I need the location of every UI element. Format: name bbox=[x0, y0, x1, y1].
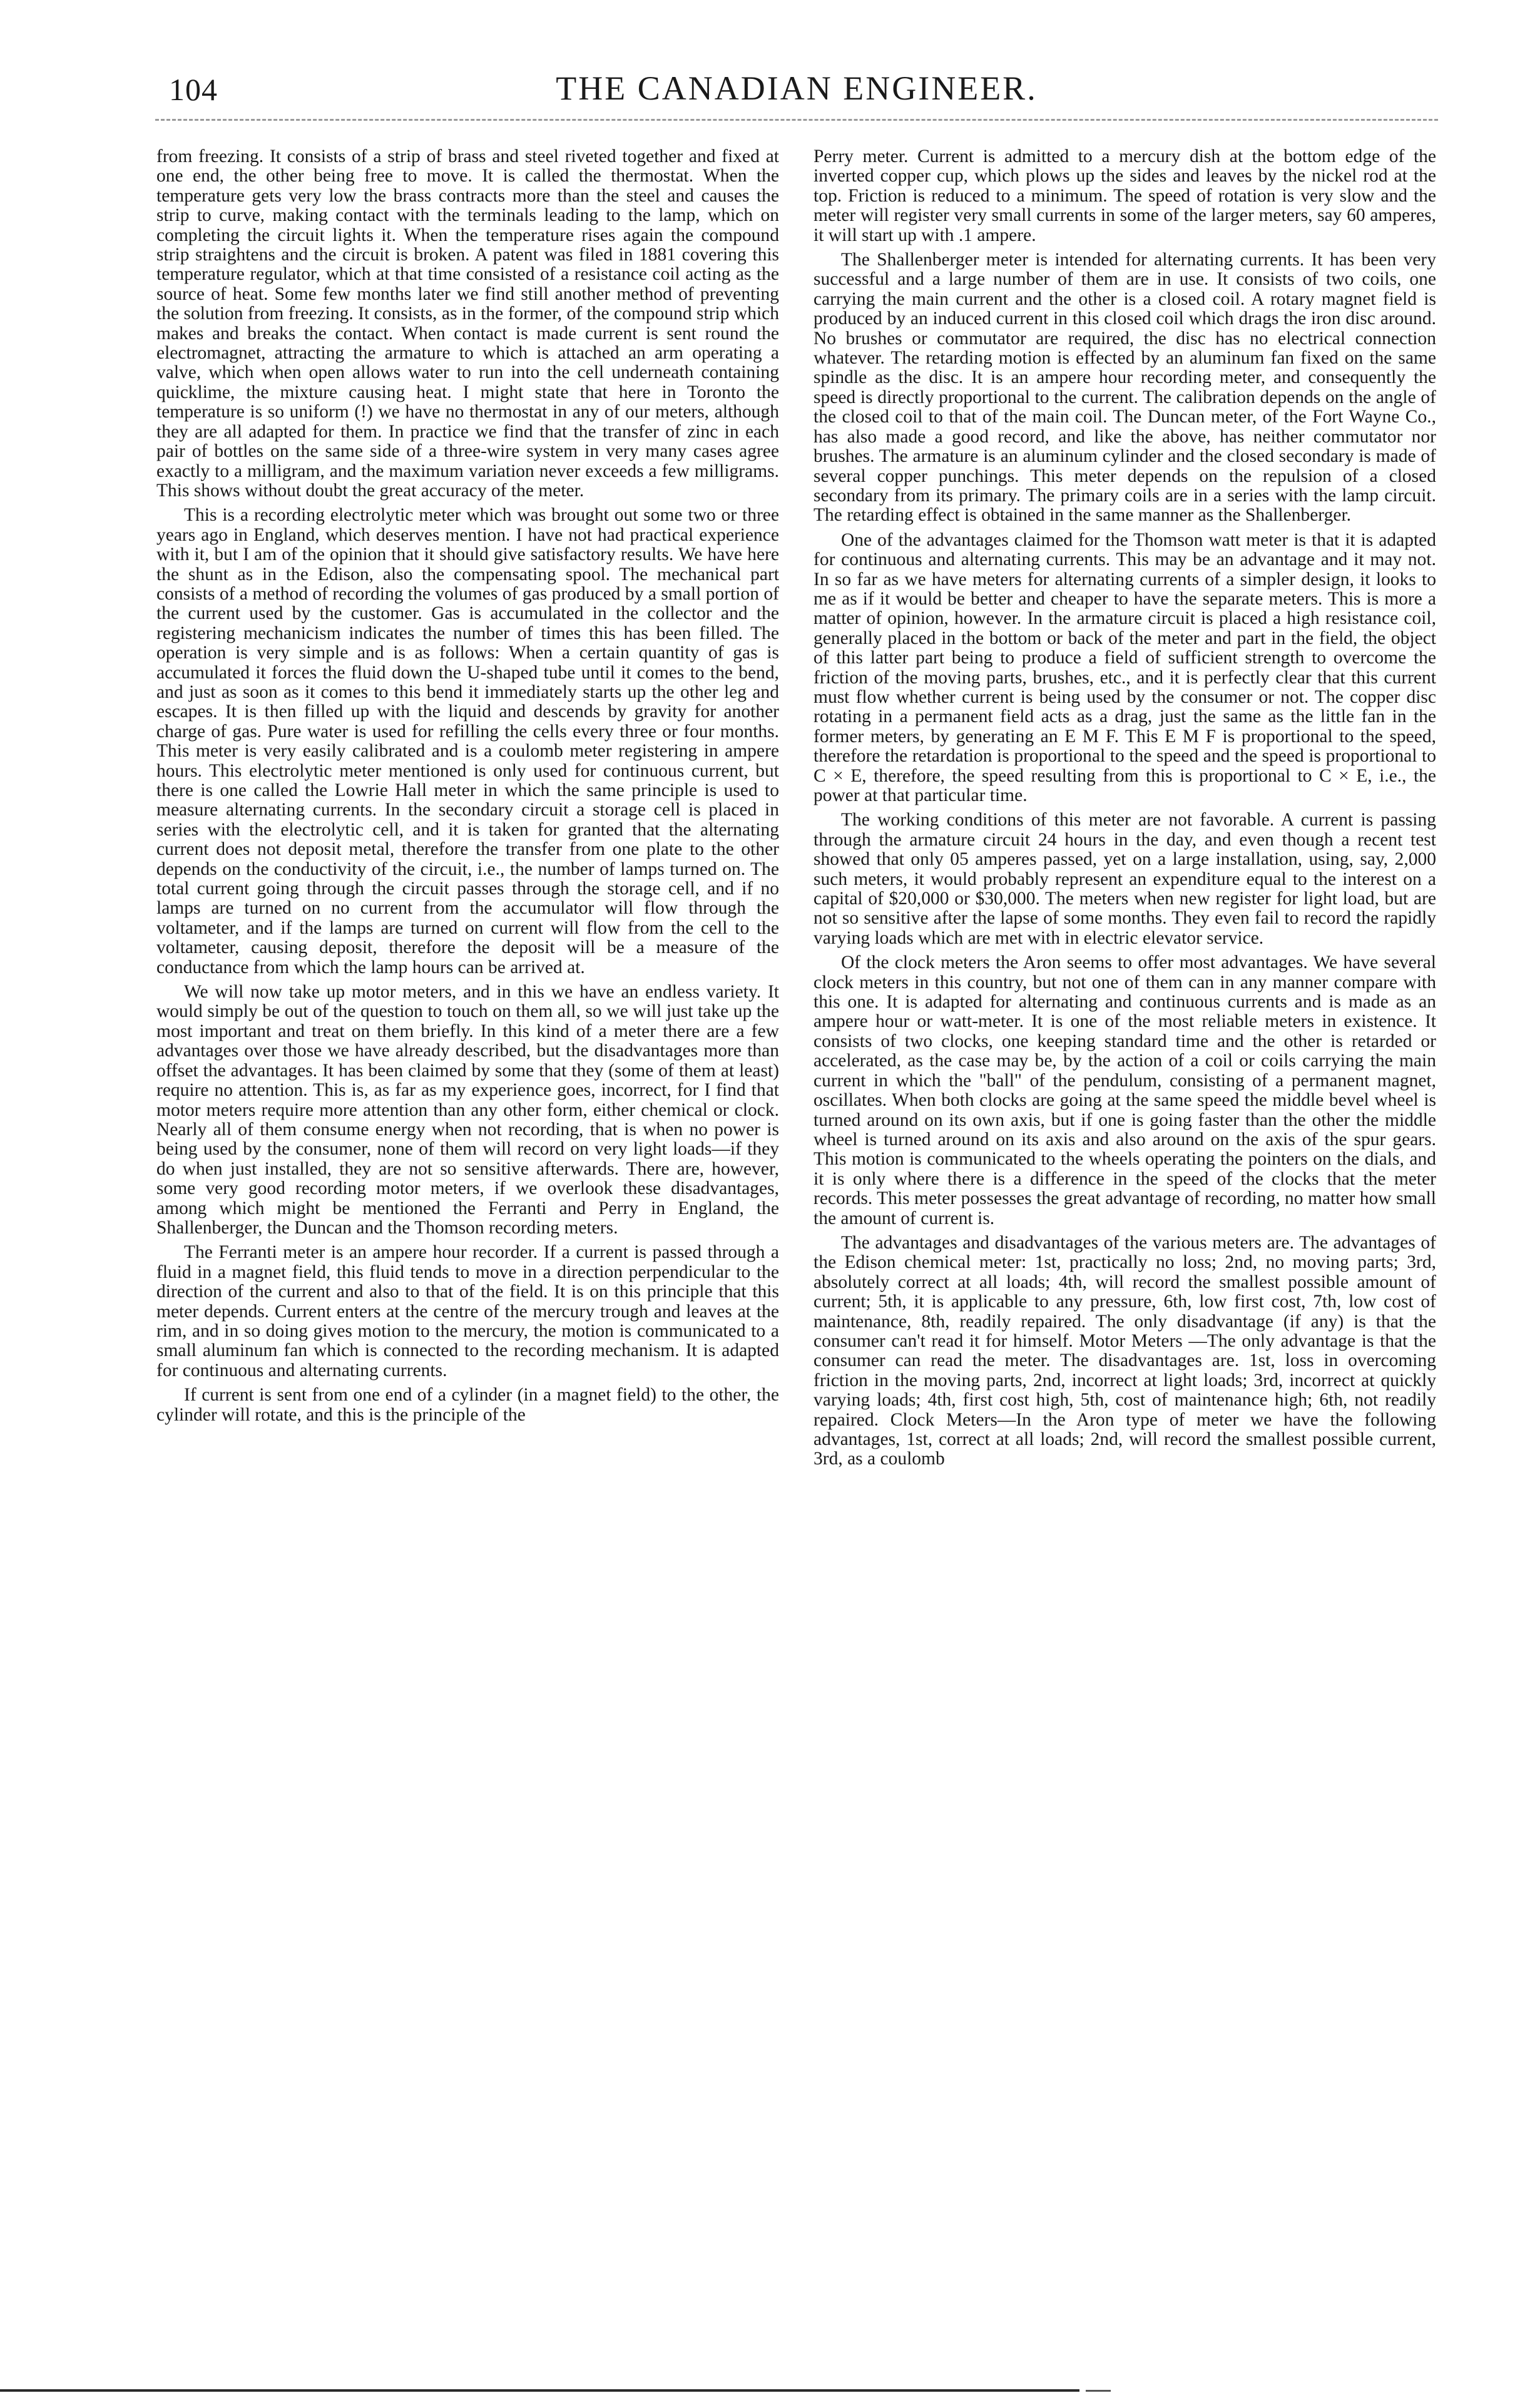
paragraph: The Shallenberger meter is intended for alternating currents. It has been very successful and a large number of them are in use. It consists of two coils, one carrying the main current and the other is a closed coil. A rotary magnet field is produced by an induced current in this closed coil which drags the iron disc around. No brushes or commutator are required, the disc has no electrical connection whatever. The retarding motion is effected by an aluminum fan fixed on the same spindle as the disc. It is an ampere hour recording meter, and consequently the speed is directly proportional to the current. The calibration depends on the angle of the closed coil to that of the main coil. The Duncan meter, of the Fort Wayne Co., has also made a good record, and like the above, has neither commutator nor brushes. The armature is an aluminum cylinder and the closed secondary is made of several copper punchings. This meter depends on the repulsion of a closed secondary from its primary. The primary coils are in a series with the lamp circuit. The retarding effect is obtained in the same manner as the Shallenberger. bbox=[814, 250, 1436, 526]
footer-rule-tail bbox=[1086, 2390, 1111, 2392]
paragraph: The advantages and disadvantages of the various meters are. The advantages of the Edison chemical meter: 1st, practically no loss; 2nd, no moving parts; 3rd, absolutely correct at all loads; 4th, will record the smallest possible amount of current; 5th, it is applicable to any pressure, 6th, low first cost, 7th, low cost of maintenance, 8th, readily repaired. The only disadvantage (if any) is that the consumer can't read it for himself. Motor Meters —The only advantage is that the consumer can read the meter. The disadvantages are. 1st, loss in overcoming friction in the moving parts, 2nd, incorrect at light loads; 3rd, incorrect at quickly varying loads; 4th, first cost high, 5th, cost of maintenance high; 6th, not readily repaired. Clock Meters—In the Aron type of meter we have the following advantages, 1st, correct at all loads; 2nd, will record the smallest possible current, 3rd, as a coulomb bbox=[814, 1232, 1436, 1469]
paragraph: from freezing. It consists of a strip of brass and steel riveted together and fixed at one end, the other being free to move. It is called the thermostat. When the temperature gets very low the brass contracts more than the steel and causes the strip to curve, making contact with the terminals leading to the lamp, which on completing the circuit lights it. When the temperature rises again the compound strip straightens and the circuit is broken. A patent was filed in 1881 covering this temperature regulator, which at that time consisted of a resistance coil acting as the source of heat. Some few months later we find still another method of preventing the solution from freezing. It consists, as in the former, of the compound strip which makes and breaks the contact. When contact is made current is sent round the electromagnet, attracting the armature to which is attached an arm operating a valve, which when open allows water to run into the cell underneath containing quicklime, the mixture causing heat. I might state that here in Toronto the temperature is so uniform (!) we have no thermostat in any of our meters, although they are all adapted for them. In practice we find that the transfer of zinc in each pair of bottles on the same side of a three-wire system in very many cases agree exactly to a milligram, and the maximum variation never exceeds a few milligrams. This shows without doubt the great accuracy of the meter. bbox=[156, 146, 779, 501]
paragraph: The working conditions of this meter are not favorable. A current is passing through the armature circuit 24 hours in the day, and even though a recent test showed that only 05 amperes passed, yet on a large installation, using, say, 2,000 such meters, it would probably represent an expenditure equal to the interest on a capital of $20,000 or $30,000. The meters when new register for light load, but are not so sensitive after the lapse of some months. They even fail to record the rapidly varying loads which are met with in electric elevator service. bbox=[814, 810, 1436, 948]
header-rule bbox=[155, 119, 1438, 121]
paragraph: One of the advantages claimed for the Thomson watt meter is that it is adapted for continuous and alternating currents. This may be an advantage and it may not. In so far as we have meters for alternating currents of a simpler design, it looks to me as if it would be better and cheaper to have the separate meters. This is more a matter of opinion, however. In the armature circuit is placed a high resistance coil, generally placed in the bottom or back of the meter and part in the field, the object of this latter part being to produce a field of sufficient strength to overcome the friction of the moving parts, brushes, etc., and it is perfectly clear that this current must flow whether current is being used by the consumer or not. The copper disc rotating in a permanent field acts as a drag, just the same as the little fan in the former meters, by generating an E M F. This E M F is proportional to the speed, therefore the retardation is proportional to the speed and the speed is proportional to C × E, therefore, the speed resulting from this is proportional to C × E, i.e., the power at that particular time. bbox=[814, 529, 1436, 805]
paragraph: This is a recording electrolytic meter which was brought out some two or three years ago in England, which deserves mention. I have not had practical experience with it, but I am of the opinion that it should give satisfactory results. We have here the shunt as in the Edison, also the compensating spool. The mechanical part consists of a method of recording the volumes of gas produced by a small portion of the current used by the customer. Gas is accumulated in the collector and the registering mechanicism indicates the number of times this has been filled. The operation is very simple and is as follows: When a certain quantity of gas is accumulated it forces the fluid down the U-shaped tube until it comes to the bend, and just as soon as it comes to this bend it immediately starts up the other leg and escapes. It is then filled up with the liquid and descends by gravity for another charge of gas. Pure water is used for refilling the cells every three or four months. This meter is very easily calibrated and is a coulomb meter registering in ampere hours. This electrolytic meter mentioned is only used for continuous current, but there is one called the Lowrie Hall meter in which the same principle is used to measure alternating currents. In the secondary circuit a storage cell is placed in series with the electrolytic cell, and it is taken for granted that the alternating current does not deposit metal, therefore the transfer from one plate to the other depends on the conductivity of the circuit, i.e., the number of lamps turned on. The total current going through the circuit passes through the storage cell, and if no lamps are turned on no current from the accumulator will flow through the voltameter, and if the lamps are turned on current will flow from the cell to the voltameter, causing deposit, therefore the deposit will be a measure of the conductance from which the lamp hours can be arrived at. bbox=[156, 505, 779, 977]
page-number: 104 bbox=[169, 72, 218, 107]
footer-rule bbox=[0, 2389, 1079, 2392]
running-title: THE CANADIAN ENGINEER. bbox=[556, 69, 1038, 107]
paragraph: If current is sent from one end of a cylinder (in a magnet field) to the other, the cylinder will rotate, and this is the principle of the bbox=[156, 1385, 779, 1425]
left-column bbox=[156, 147, 779, 1430]
page-header bbox=[155, 69, 1438, 113]
paragraph: We will now take up motor meters, and in this we have an endless variety. It would simply be out of the question to touch on them all, so we will just take up the most important and treat on them briefly. In this kind of a meter there are a few advantages over those we have already described, but the disadvantages more than offset the advantages. It has been claimed by some that they (some of them at least) require no attention. This is, as far as my experience goes, incorrect, for I find that motor meters require more attention than any other form, either chemical or clock. Nearly all of them consume energy when not recording, that is when no power is being used by the consumer, none of them will record on very light loads—if they do when just installed, they are not so sensitive afterwards. There are, however, some very good recording motor meters, if we overlook these disadvantages, among which might be mentioned the Ferranti and Perry in England, the Shallenberger, the Duncan and the Thomson recording meters. bbox=[156, 982, 779, 1238]
paragraph: The Ferranti meter is an ampere hour recorder. If a current is passed through a fluid in a magnet field, this fluid tends to move in a direction perpendicular to the direction of the current and also to that of the field. It is on this principle that this meter depends. Current enters at the centre of the mercury trough and leaves at the rim, and in so doing gives motion to the mercury, the motion is communicated to a small aluminum fan which is connected to the recording mechanism. It is adapted for continuous and alternating currents. bbox=[156, 1242, 779, 1380]
paragraph: Perry meter. Current is admitted to a mercury dish at the bottom edge of the inverted copper cup, which plows up the sides and leaves by the nickel rod at the top. Friction is reduced to a minimum. The speed of rotation is very slow and the meter will register very small currents in some of the larger meters, say 60 amperes, it will start up with .1 ampere. bbox=[814, 146, 1436, 245]
right-column bbox=[814, 147, 1436, 1474]
paragraph: Of the clock meters the Aron seems to offer most advantages. We have several clock meters in this country, but not one of them can in any manner compare with this one. It is adapted for alternating and continuous currents and is made as an ampere hour or watt-meter. It is one of the most reliable meters in existence. It consists of two clocks, one keeping standard time and the other is retarded or accelerated, as the case may be, by the action of a coil or coils carrying the main current in which the "ball" of the pendulum, consisting of a permanent magnet, oscillates. When both clocks are going at the same speed the middle bevel wheel is turned around on its own axis, but if one is going faster than the other the middle wheel is turned around on its axis and also around on the axis of the spur gears. This motion is communicated to the wheels operating the pointers on the dials, and it is only where there is a difference in the speed of the clocks that the meter records. This meter possesses the great advantage of recording, no matter how small the amount of current is. bbox=[814, 952, 1436, 1228]
